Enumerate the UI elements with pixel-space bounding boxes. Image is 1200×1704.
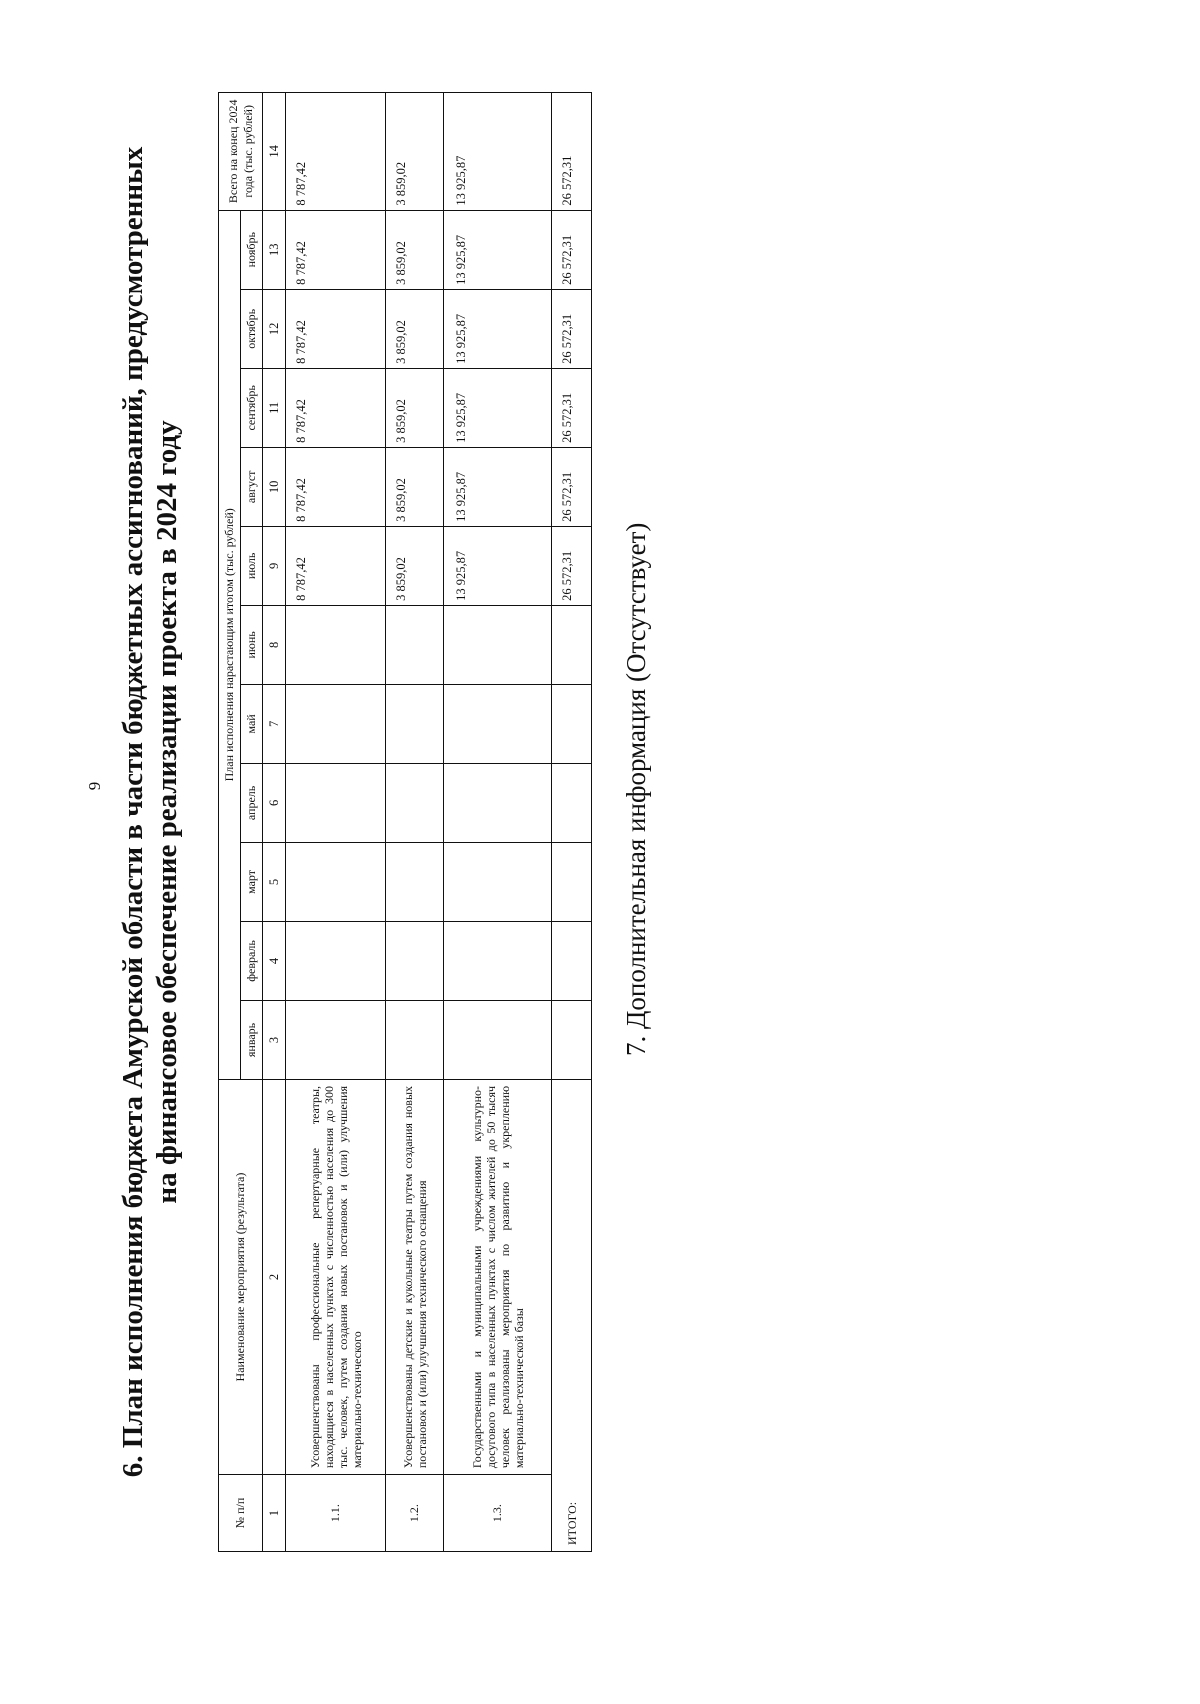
section-6-title: [116, 82, 184, 1542]
row-num: 1.2.: [386, 1475, 444, 1552]
header-num: № п/п: [219, 1475, 263, 1552]
month-value: 8 787,42: [286, 447, 386, 526]
table-row-1-3: [444, 93, 552, 1552]
month-value: [444, 763, 552, 842]
month-value: 8 787,42: [286, 526, 386, 605]
row-total: 26 572,31: [552, 93, 592, 211]
title-line-2: на финансовое обеспечение реализации проекта в 2024 году: [151, 420, 183, 1204]
month-value: [552, 763, 592, 842]
row-name: Усовершенствованы профессиональные репертуарные театры, находящиеся в населенных пунктах с численностью населения до 300 тыс. человек, путем создания новых постановок и (или) улучшения материально-технического: [286, 1079, 386, 1474]
header-month: октябрь: [241, 289, 263, 368]
index-cell: 7: [263, 684, 286, 763]
month-value: 3 859,02: [386, 447, 444, 526]
month-value: 3 859,02: [386, 289, 444, 368]
header-month: август: [241, 447, 263, 526]
index-cell: 10: [263, 447, 286, 526]
month-value: [286, 605, 386, 684]
total-label: ИТОГО:: [552, 1079, 592, 1551]
month-value: 26 572,31: [552, 289, 592, 368]
month-value: 13 925,87: [444, 210, 552, 289]
index-cell: 2: [263, 1079, 286, 1474]
header-month: ноябрь: [241, 210, 263, 289]
section-7-heading: 7. Дополнительная информация (Отсутствует): [621, 522, 651, 1056]
month-value: [552, 842, 592, 921]
header-month: сентябрь: [241, 368, 263, 447]
month-value: 13 925,87: [444, 289, 552, 368]
month-value: [386, 1000, 444, 1079]
row-total: 3 859,02: [386, 93, 444, 211]
row-name: Усовершенствованы детские и кукольные театры путем создания новых постановок и (или) улучшения технического оснащения: [386, 1079, 444, 1474]
rotated-page-content: [116, 72, 686, 1552]
month-value: 26 572,31: [552, 368, 592, 447]
month-value: [386, 684, 444, 763]
month-value: [386, 842, 444, 921]
month-value: 26 572,31: [552, 526, 592, 605]
column-index-row: [263, 93, 286, 1552]
header-total: Всего на конец 2024 года (тыс. рублей): [219, 93, 263, 211]
header-month: март: [241, 842, 263, 921]
month-value: [386, 605, 444, 684]
month-value: [286, 763, 386, 842]
month-value: 8 787,42: [286, 210, 386, 289]
month-value: [444, 684, 552, 763]
month-value: [552, 921, 592, 1000]
header-month: июнь: [241, 605, 263, 684]
index-cell: 12: [263, 289, 286, 368]
index-cell: 8: [263, 605, 286, 684]
table-row-total: [552, 93, 592, 1552]
index-cell: 11: [263, 368, 286, 447]
row-name: Государственными и муниципальными учреждениями культурно-досугового типа в населенных пунктах с числом жителей до 50 тысяч человек реализованы мероприятия по развитию и укреплению материально-технической базы: [444, 1079, 552, 1474]
month-value: 8 787,42: [286, 289, 386, 368]
index-cell: 5: [263, 842, 286, 921]
index-cell: 6: [263, 763, 286, 842]
header-month: январь: [241, 1000, 263, 1079]
month-value: [444, 842, 552, 921]
month-value: 3 859,02: [386, 368, 444, 447]
month-value: 3 859,02: [386, 526, 444, 605]
index-cell: 3: [263, 1000, 286, 1079]
header-month: апрель: [241, 763, 263, 842]
month-value: 26 572,31: [552, 210, 592, 289]
month-value: [386, 763, 444, 842]
month-value: [444, 605, 552, 684]
month-value: [386, 921, 444, 1000]
month-value: [444, 1000, 552, 1079]
month-value: [286, 1000, 386, 1079]
table-row-1-2: [386, 93, 444, 1552]
header-row-1: [219, 93, 241, 1552]
month-value: [552, 684, 592, 763]
month-value: 3 859,02: [386, 210, 444, 289]
header-month: февраль: [241, 921, 263, 1000]
month-value: [286, 842, 386, 921]
month-value: [444, 921, 552, 1000]
row-total: 13 925,87: [444, 93, 552, 211]
header-month: май: [241, 684, 263, 763]
index-cell: 14: [263, 93, 286, 211]
index-cell: 4: [263, 921, 286, 1000]
month-value: [286, 684, 386, 763]
table-row-1-1: [286, 93, 386, 1552]
header-name: Наименование мероприятия (результата): [219, 1079, 263, 1474]
month-value: 13 925,87: [444, 368, 552, 447]
header-month: июль: [241, 526, 263, 605]
index-cell: 13: [263, 210, 286, 289]
row-num: 1.1.: [286, 1475, 386, 1552]
header-plan: План исполнения нарастающим итогом (тыс. рублей): [219, 210, 241, 1079]
title-line-1: 6. План исполнения бюджета Амурской области в части бюджетных ассигнований, предусмотренных: [117, 146, 149, 1478]
month-value: 26 572,31: [552, 447, 592, 526]
month-value: 13 925,87: [444, 447, 552, 526]
month-value: 13 925,87: [444, 526, 552, 605]
month-value: [552, 605, 592, 684]
budget-plan-table: [218, 92, 592, 1552]
month-value: 8 787,42: [286, 368, 386, 447]
index-cell: 9: [263, 526, 286, 605]
row-num: 1.3.: [444, 1475, 552, 1552]
month-value: [286, 921, 386, 1000]
index-cell: 1: [263, 1475, 286, 1552]
page-number: 9: [85, 781, 104, 791]
month-value: [552, 1000, 592, 1079]
row-total: 8 787,42: [286, 93, 386, 211]
